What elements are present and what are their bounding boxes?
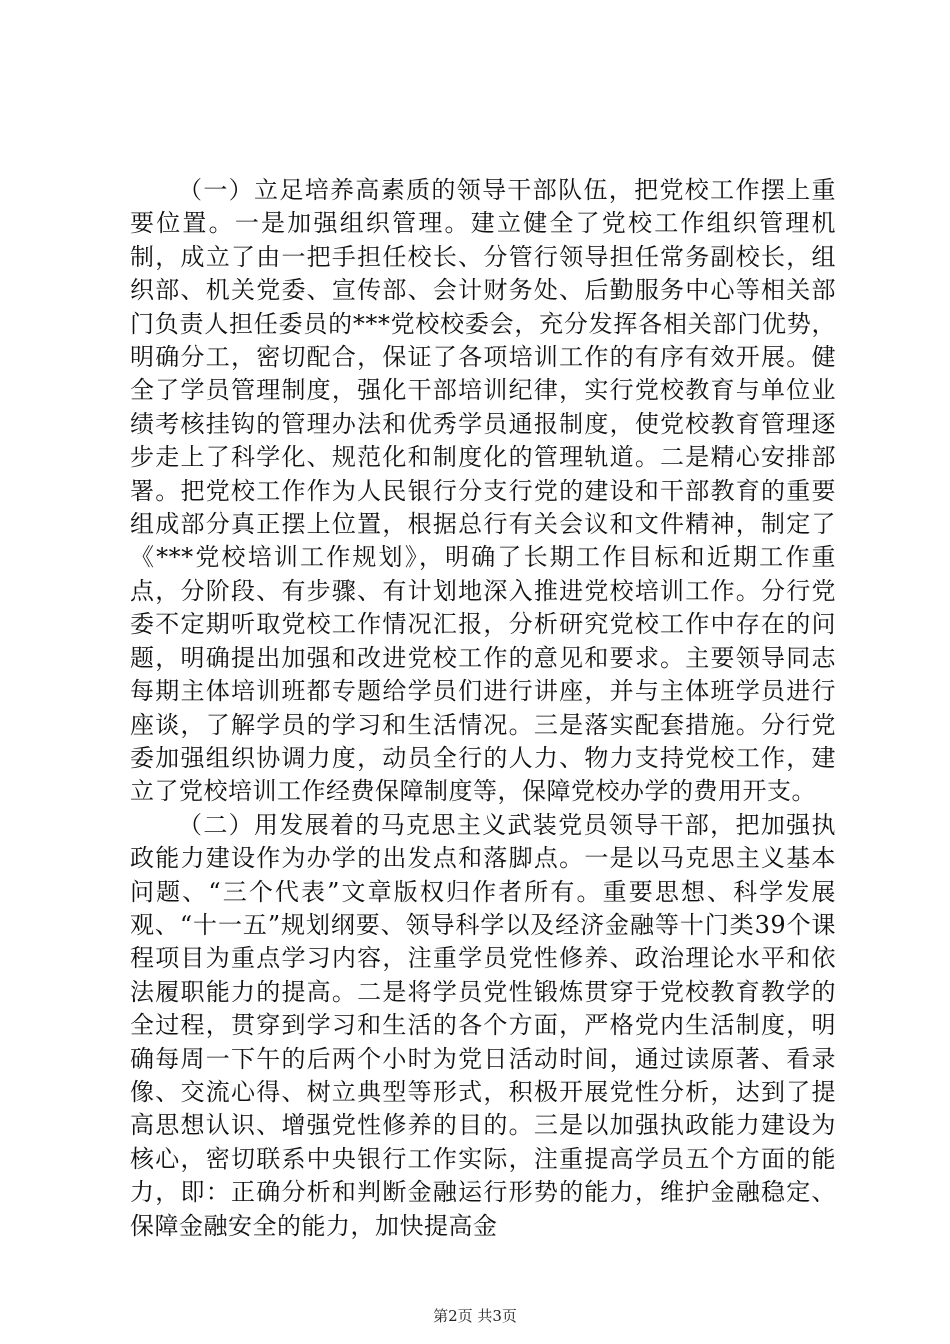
document-body <box>130 174 836 1243</box>
page-footer: 第2页 共3页 <box>433 1307 517 1325</box>
paragraph-1: （一）立足培养高素质的领导干部队伍，把党校工作摆上重要位置。一是加强组织管理。建立健全了党校工作组织管理机制，成立了由一把手担任校长、分管行领导担任常务副校长，组织部、机关党委、宣传部、会计财务处、后勤服务中心等相关部门负责人担任委员的***党校校委会，充分发挥各相关部门优势，明确分工，密切配合，保证了各项培训工作的有序有效开展。健全了学员管理制度，强化干部培训纪律，实行党校教育与单位业绩考核挂钩的管理办法和优秀学员通报制度，使党校教育管理逐步走上了科学化、规范化和制度化的管理轨道。二是精心安排部署。把党校工作作为人民银行分支行党的建设和干部教育的重要组成部分真正摆上位置，根据总行有关会议和文件精神，制定了《***党校培训工作规划》，明确了长期工作目标和近期工作重点，分阶段、有步骤、有计划地深入推进党校培训工作。分行党委不定期听取党校工作情况汇报，分析研究党校工作中存在的问题，明确提出加强和改进党校工作的意见和要求。主要领导同志每期主体培训班都专题给学员们进行讲座，并与主体班学员进行座谈，了解学员的学习和生活情况。三是落实配套措施。分行党委加强组织协调力度，动员全行的人力、物力支持党校工作，建立了党校培训工作经费保障制度等，保障党校办学的费用开支。 <box>130 176 836 806</box>
paragraph-2: （二）用发展着的马克思主义武装党员领导干部，把加强执政能力建设作为办学的出发点和落脚点。一是以马克思主义基本问题、“三个代表”文章版权归作者所有。重要思想、科学发展观、“十一五”规划纲要、领导科学以及经济金融等十门类39个课程项目为重点学习内容，注重学员党性修养、政治理论水平和依法履职能力的提高。二是将学员党性锻炼贯穿于党校教育教学的全过程，贯穿到学习和生活的各个方面，严格党内生活制度，明确每周一下午的后两个小时为党日活动时间，通过读原著、看录像、交流心得、树立典型等形式，积极开展党性分析，达到了提高思想认识、增强党性修养的目的。三是以加强执政能力建设为核心，密切联系中央银行工作实际，注重提高学员五个方面的能力，即：正确分析和判断金融运行形势的能力，维护金融稳定、保障金融安全的能力，加快提高金 <box>130 810 836 1240</box>
